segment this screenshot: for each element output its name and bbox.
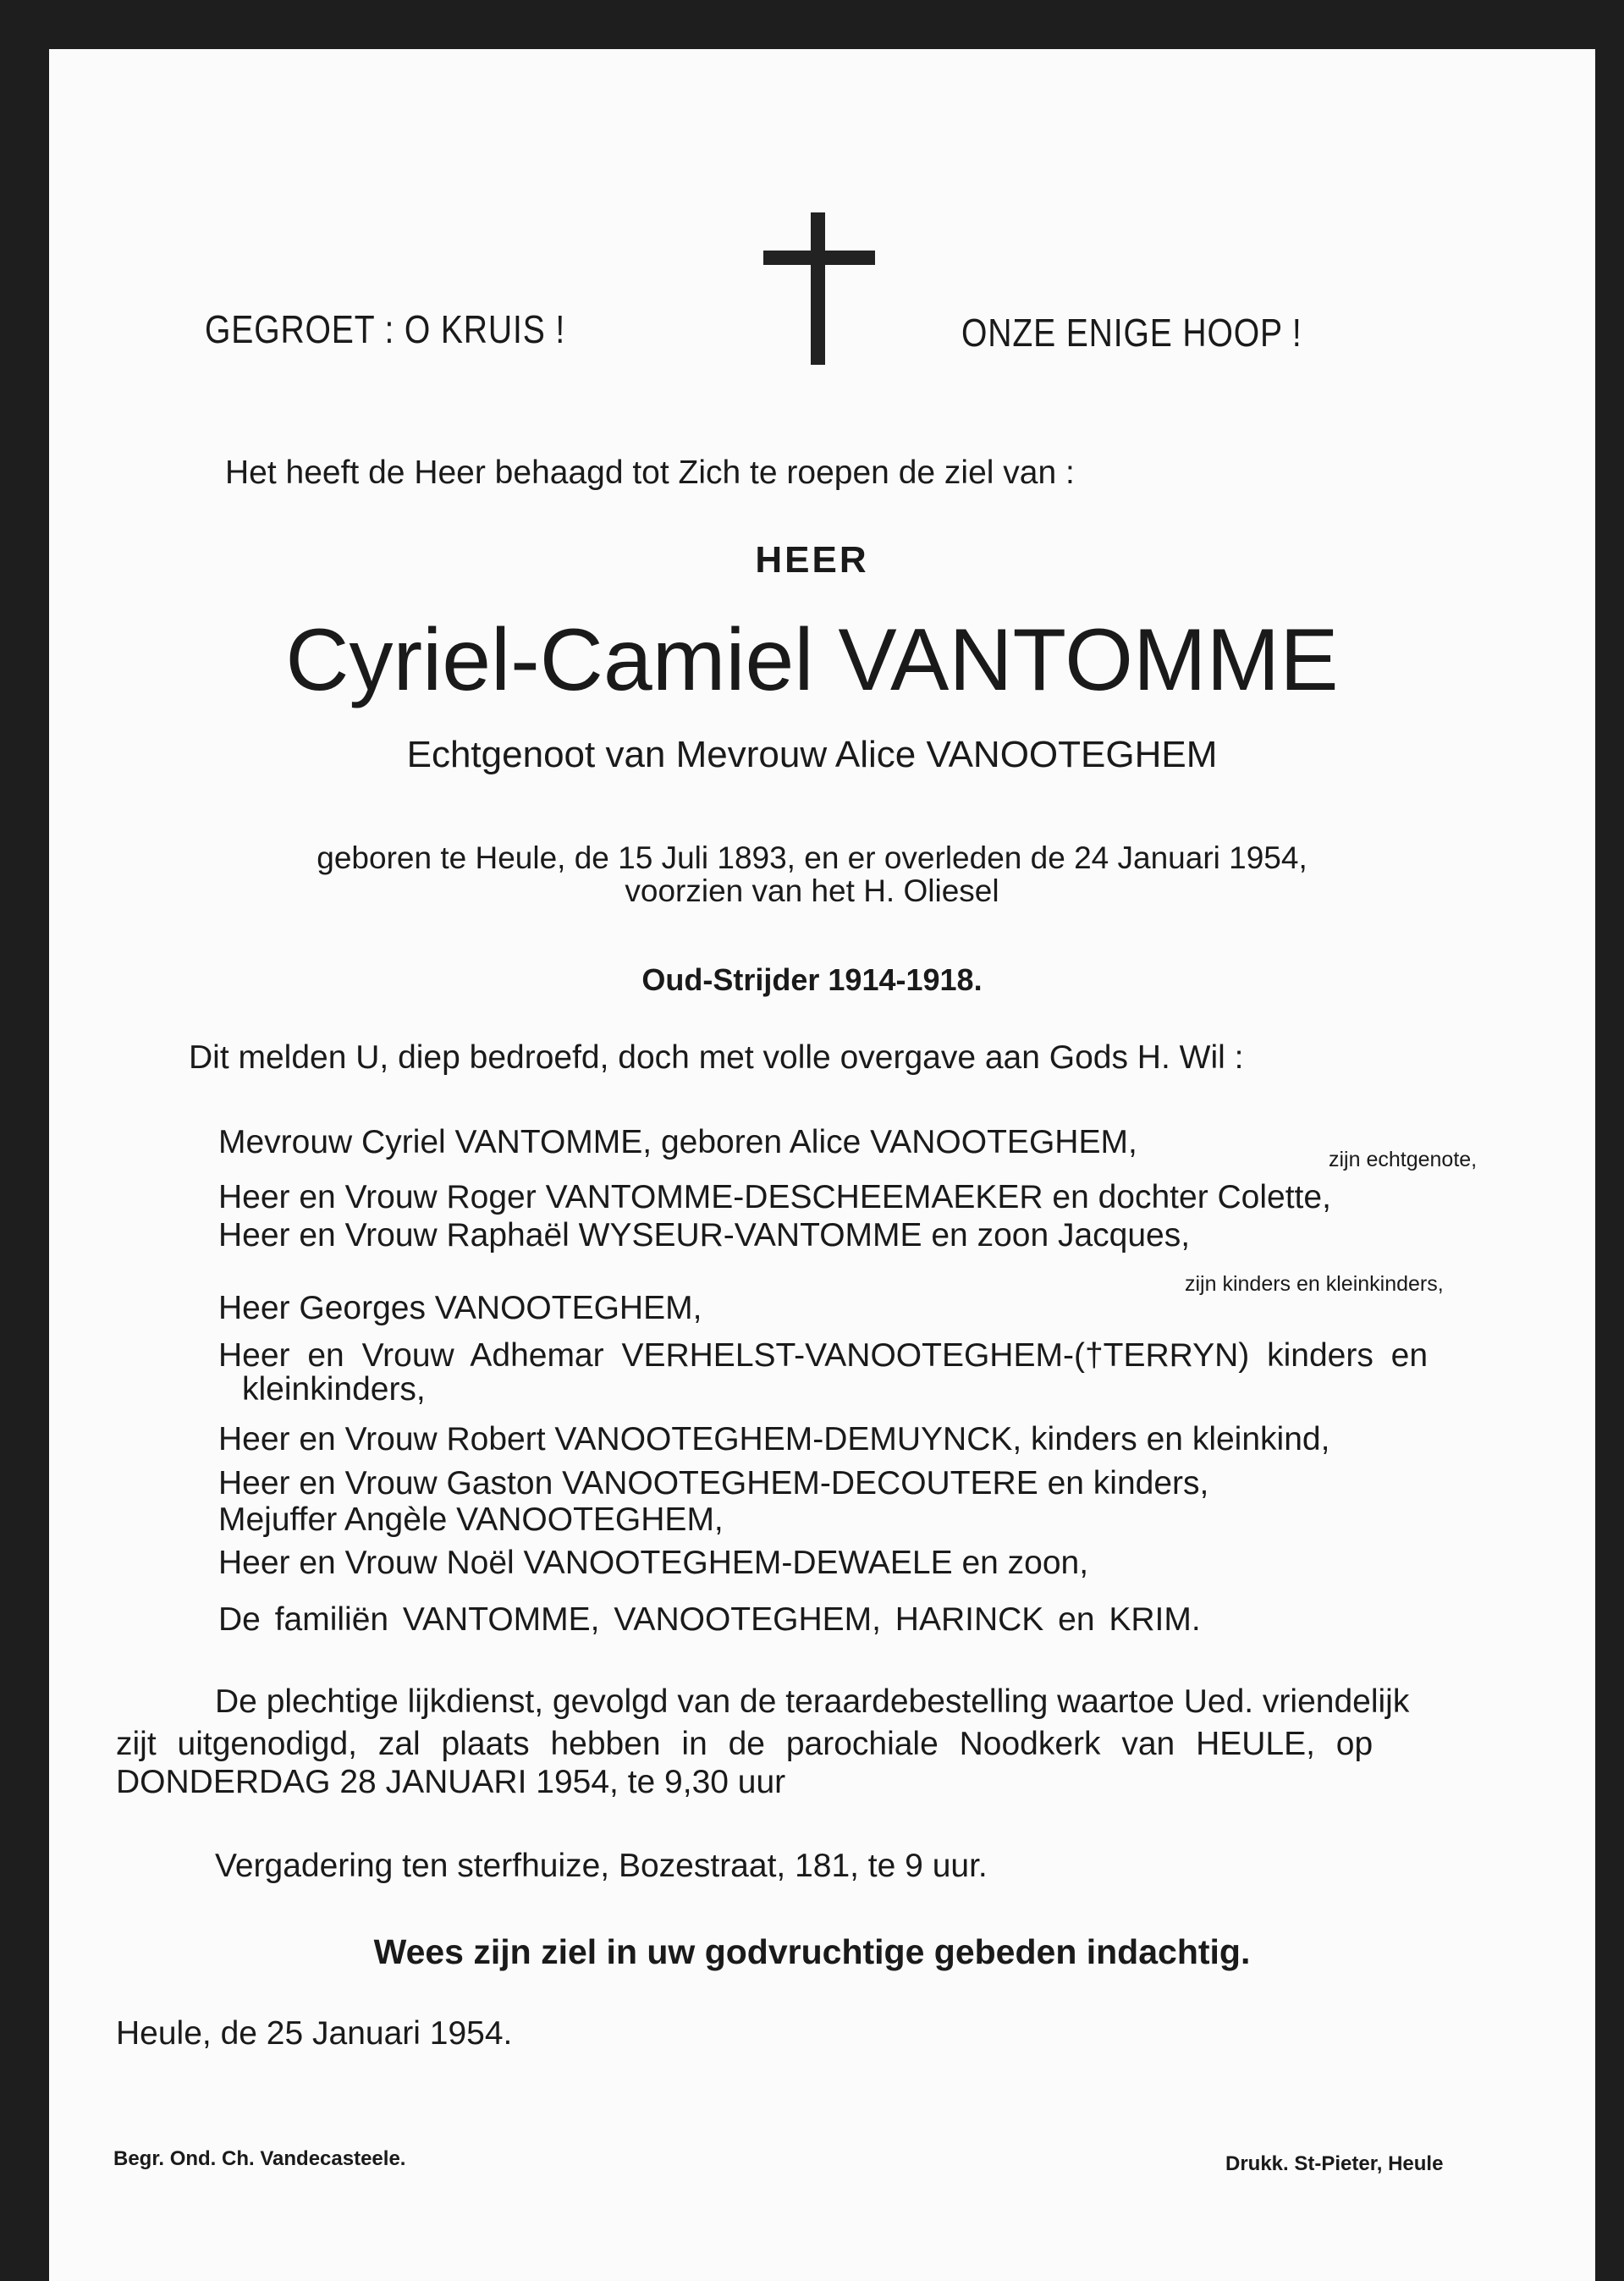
funeral-line: zijt uitgenodigd, zal plaats hebben in de parochiale Noodkerk van HEULE, op bbox=[116, 1726, 1374, 1762]
note-wife: zijn echtgenote, bbox=[1329, 1148, 1478, 1171]
footer-printer: Drukk. St-Pieter, Heule bbox=[1225, 2152, 1444, 2175]
mourner-line: Mevrouw Cyriel VANTOMME, geboren Alice VANOOTEGHEM, bbox=[218, 1124, 1137, 1160]
header-left: GEGROET : O KRUIS ! bbox=[205, 307, 566, 351]
mourner-line: Heer en Vrouw Adhemar VERHELST-VANOOTEGHEM-(†TERRYN) kinders en bbox=[218, 1337, 1429, 1374]
spouse-line: Echtgenoot van Mevrouw Alice VANOOTEGHEM bbox=[406, 734, 1218, 775]
date-line: Heule, de 25 Januari 1954. bbox=[116, 2015, 513, 2052]
mourner-line: Heer en Vrouw Raphaël WYSEUR-VANTOMME en zoon Jacques, bbox=[218, 1217, 1191, 1253]
mourner-line: Heer en Vrouw Robert VANOOTEGHEM-DEMUYNCK, kinders en kleinkind, bbox=[218, 1421, 1330, 1457]
prayer-line: Wees zijn ziel in uw godvruchtige gebeden indachtig. bbox=[373, 1932, 1251, 1971]
title-heer: HEER bbox=[755, 539, 869, 581]
mourner-line: Heer en Vrouw Noël VANOOTEGHEM-DEWAELE en zoon, bbox=[218, 1545, 1089, 1581]
note-children: zijn kinders en kleinkinders, bbox=[1185, 1272, 1444, 1296]
announce-line: Dit melden U, diep bedroefd, doch met volle overgave aan Gods H. Wil : bbox=[189, 1039, 1244, 1076]
funeral-line: DONDERDAG 28 JANUARI 1954, te 9,30 uur bbox=[116, 1764, 786, 1800]
header-right: ONZE ENIGE HOOP ! bbox=[961, 311, 1302, 355]
mourner-line: Heer en Vrouw Gaston VANOOTEGHEM-DECOUTERE en kinders, bbox=[218, 1465, 1209, 1501]
footer-undertaker: Begr. Ond. Ch. Vandecasteele. bbox=[113, 2147, 406, 2170]
mourner-line: Heer Georges VANOOTEGHEM, bbox=[218, 1290, 702, 1326]
born-line: geboren te Heule, de 15 Juli 1893, en er overleden de 24 Januari 1954, bbox=[317, 840, 1307, 875]
intro-text: Het heeft de Heer behaagd tot Zich te roepen de ziel van : bbox=[225, 455, 1075, 491]
deceased-name: Cyriel-Camiel VANTOMME bbox=[285, 611, 1339, 709]
mourning-border-top bbox=[0, 0, 1624, 49]
mourner-line: kleinkinders, bbox=[242, 1371, 426, 1408]
gathering-line: Vergadering ten sterfhuize, Bozestraat, 181, te 9 uur. bbox=[215, 1848, 988, 1884]
mourner-line: Mejuffer Angèle VANOOTEGHEM, bbox=[218, 1501, 724, 1538]
mourner-line: Heer en Vrouw Roger VANTOMME-DESCHEEMAEKER en dochter Colette, bbox=[218, 1179, 1331, 1215]
funeral-line: De plechtige lijkdienst, gevolgd van de teraardebestelling waartoe Ued. vriendelijk bbox=[215, 1683, 1410, 1720]
mourner-line: De familiën VANTOMME, VANOOTEGHEM, HARINCK en KRIM. bbox=[218, 1601, 1201, 1638]
sacrament-line: voorzien van het H. Oliesel bbox=[625, 873, 999, 908]
veteran-line: Oud-Strijder 1914-1918. bbox=[641, 962, 983, 997]
